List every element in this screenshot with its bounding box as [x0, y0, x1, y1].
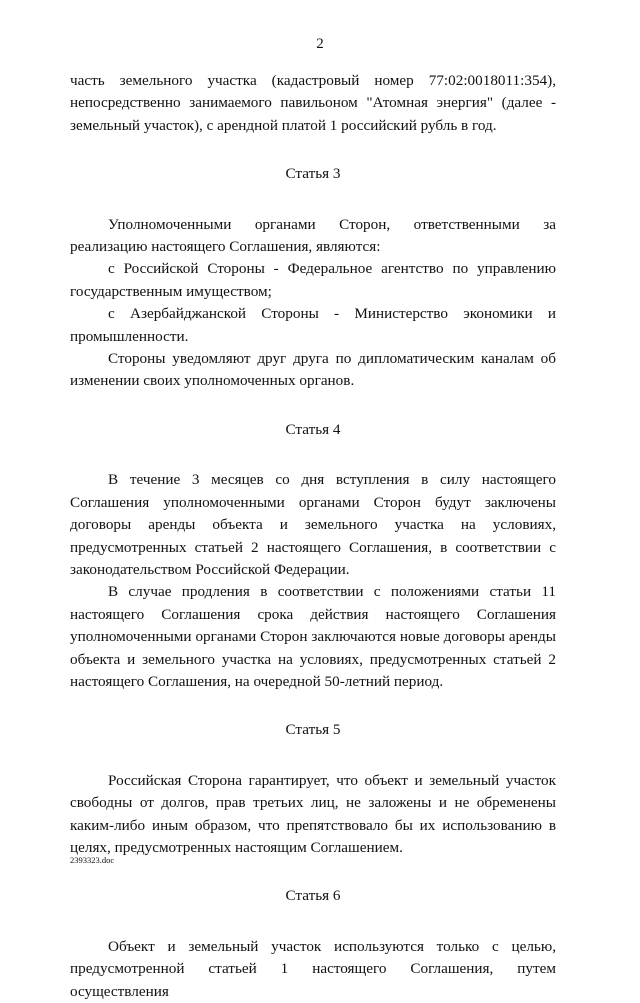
article-3-paragraph-2: с Российской Стороны - Федеральное агентство по управлению государственным имуществом; [70, 260, 556, 300]
document-body [70, 70, 556, 1003]
intro-paragraph: часть земельного участка (кадастровый номер 77:02:0018011:354), непосредственно занимаемого павильоном "Атомная энергия" (далее - земельный участок), с арендной платой 1 российский рубль в год. [70, 72, 556, 134]
article-3-heading: Статья 3 [285, 165, 341, 183]
article-3-paragraph-3: с Азербайджанской Стороны - Министерство экономики и промышленности. [70, 305, 556, 345]
article-3-paragraph-4: Стороны уведомляют друг друга по дипломатическим каналам об изменении своих уполномоченных органов. [70, 350, 556, 390]
article-4-paragraph-1: В течение 3 месяцев со дня вступления в силу настоящего Соглашения уполномоченными органами Сторон будут заключены договоры аренды объекта и земельного участка на условиях, предусмотренных статьей 2 настоящего Соглашения, в соответствии с законодательством Российской Федерации. [70, 471, 556, 578]
page-number: 2 [316, 36, 324, 52]
article-5-heading: Статья 5 [285, 721, 341, 739]
file-name-footer: 2393323.doc [70, 855, 115, 865]
article-5-paragraph-1: Российская Сторона гарантирует, что объект и земельный участок свободны от долгов, прав третьих лиц, не заложены и не обременены каким-либо иным образом, что препятствовало бы их использованию в целях, предусмотренных настоящим Соглашением. [70, 771, 556, 856]
article-4-paragraph-2: В случае продления в соответствии с положениями статьи 11 настоящего Соглашения срока действия настоящего Соглашения уполномоченными органами Сторон заключаются новые договоры аренды объекта и земельного участка на условиях, предусмотренных статьей 2 настоящего Соглашения, на очередной 50-летний период. [70, 583, 556, 690]
article-6-paragraph-1: Объект и земельный участок используются только с целью, предусмотренной статьей 1 настоящего Соглашения, путем осуществления [70, 937, 556, 1000]
article-3-paragraph-1: Уполномоченными органами Сторон, ответственными за реализацию настоящего Соглашения, являются: [70, 215, 556, 256]
article-6-heading: Статья 6 [285, 887, 341, 905]
article-4-heading: Статья 4 [285, 420, 341, 438]
